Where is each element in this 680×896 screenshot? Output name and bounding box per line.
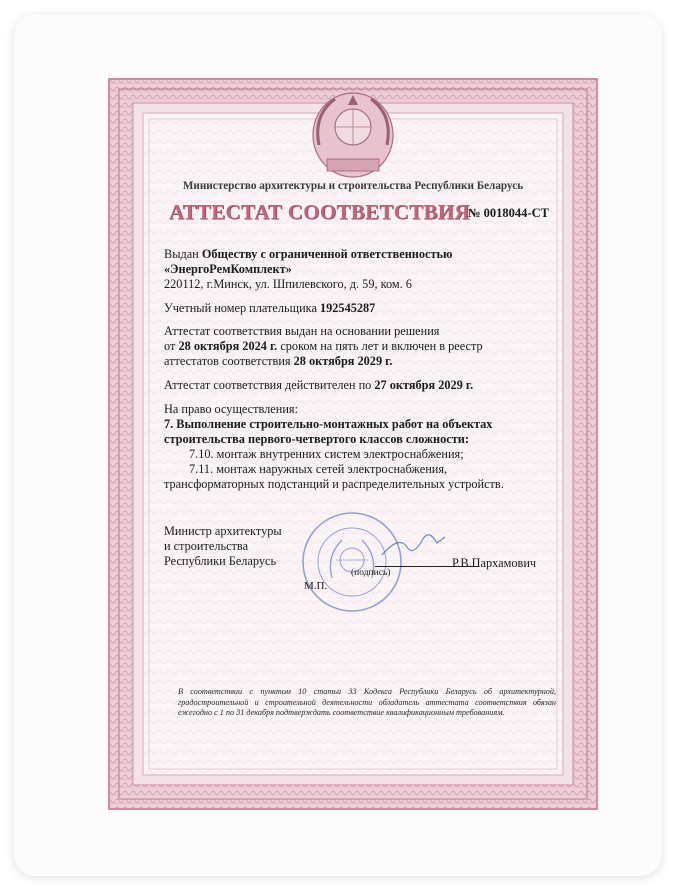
signatory-line2: и строительства (164, 539, 249, 553)
basis-line1: Аттестат соответствия выдан на основании решения (164, 324, 440, 338)
ministry-name: Министерство архитектуры и строительства Республики Беларусь (182, 180, 524, 192)
signatory-name: Р.В.Пархамович (452, 556, 537, 570)
signatory-line3: Республики Беларусь (164, 554, 277, 568)
signatory-line1: Министр архитектуры (164, 524, 282, 538)
scope-heading-line1: 7. Выполнение строительно-монтажных работ на объектах (164, 417, 493, 431)
basis-line3: аттестатов соответствия 28 октября 2029 г. (164, 354, 393, 368)
taxpayer-number: Учетный номер плательщика 192545287 (164, 301, 376, 315)
coat-of-arms-icon (313, 93, 393, 177)
scope-heading-line2: строительства первого-четвертого классов сложности: (164, 432, 469, 446)
scope-item-7-11: 7.11. монтаж наружных сетей электроснабжения, (189, 462, 448, 476)
address: 220112, г.Минск, ул. Шпилевского, д. 59, ком. 6 (164, 277, 412, 291)
certificate-title: АТТЕСТАТ СООТВЕТСТВИЯ (169, 200, 470, 224)
scope-item-7-10: 7.10. монтаж внутренних систем электроснабжения; (189, 447, 464, 461)
issued-line1: Выдан Обществу с ограниченной ответственностью (164, 247, 453, 261)
scope-intro: На право осуществления: (164, 402, 298, 416)
certificate (107, 77, 599, 811)
validity: Аттестат соответствия действителен по 27 октября 2029 г. (164, 378, 474, 392)
basis-line2: от 28 октября 2024 г. сроком на пять лет и включен в реестр (164, 339, 483, 353)
seal-mark: М.П. (304, 580, 328, 592)
scope-item-7-11-cont: трансформаторных подстанций и распределительных устройств. (164, 477, 504, 491)
document-card (14, 14, 662, 876)
organization-name: Обществу с ограниченной ответственностью (201, 247, 453, 261)
footnote: В соответствии с пунктом 10 статьи 33 Кодекса Республики Беларусь об архитектурной, градостроительной и строительной деятельности обладатель аттестата соответствия обязан ежегодно с 1 по 31 декабря подтверждать соответствие квалификационным требованиям. (178, 687, 556, 717)
issued-line2: «ЭнергоРемКомплект» (164, 262, 292, 276)
certificate-number: № 0018044-СТ (468, 206, 549, 220)
signature-caption: (подпись) (351, 568, 391, 578)
